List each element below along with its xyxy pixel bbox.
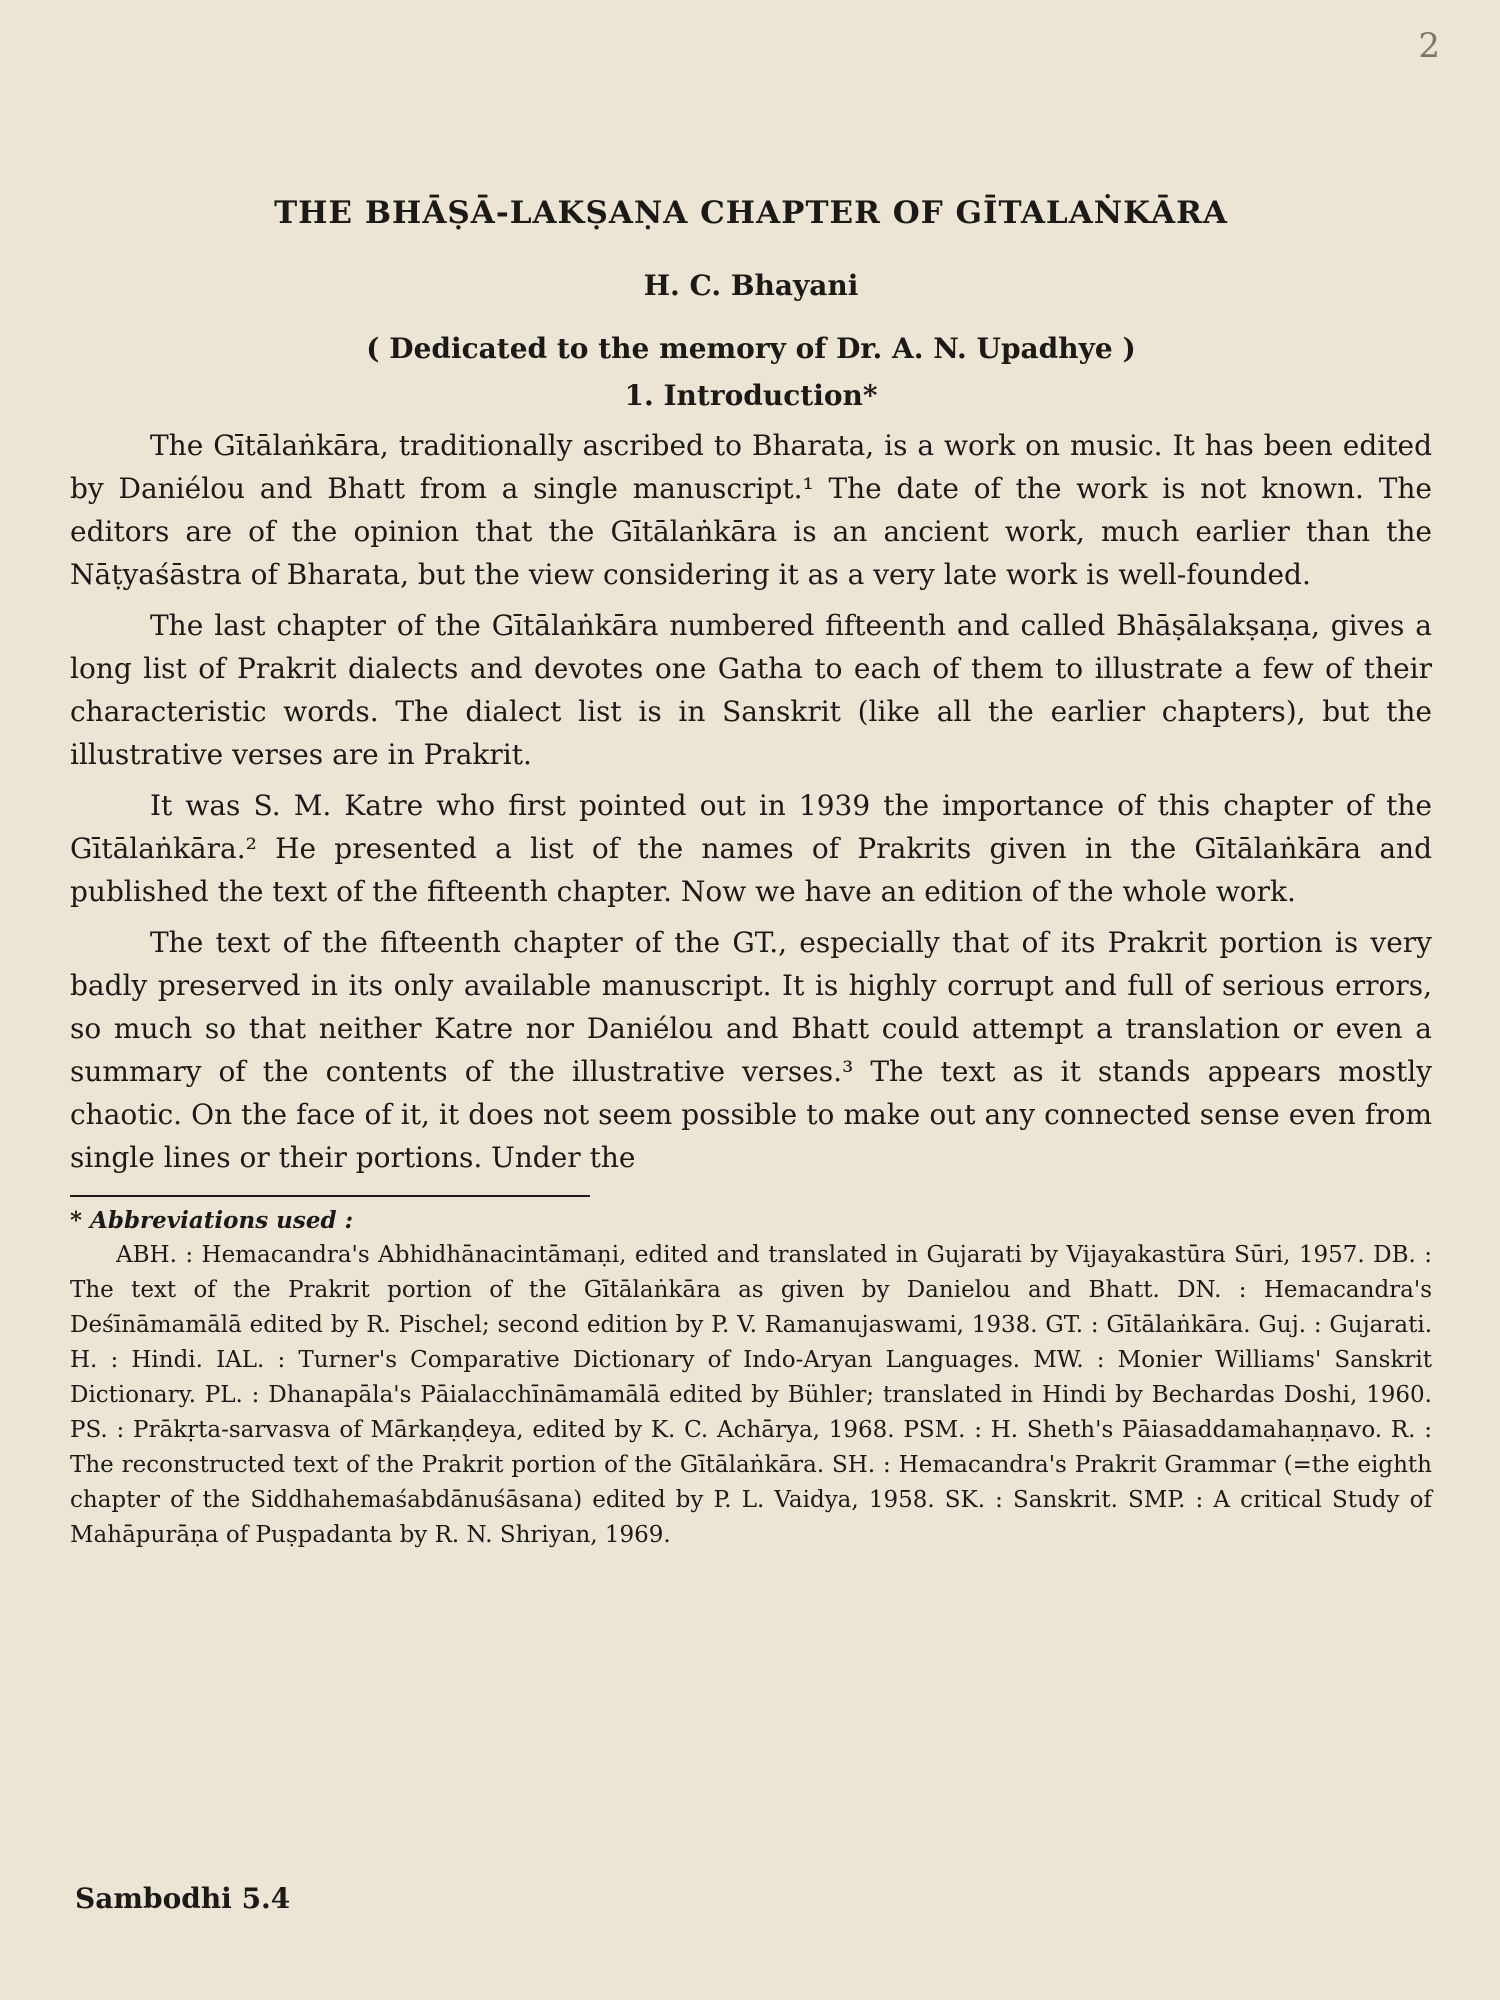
page-number: 2 [1418,26,1440,66]
body-paragraph-1: The Gītālaṅkāra, traditionally ascribed to Bharata, is a work on music. It has been edited by Daniélou and Bhatt from a single manuscript.¹ The date of the work is not known. The editors are of the opinion that the Gītālaṅkāra is an ancient work, much earlier than the Nāṭyaśāstra of Bharata, but the view considering it as a very late work is well-founded. [70,429,1432,591]
body-paragraph-4: The text of the fifteenth chapter of the GT., especially that of its Prakrit portion is very badly preserved in its only available manuscript. It is highly corrupt and full of serious errors, so much so that neither Katre nor Daniélou and Bhatt could attempt a translation or even a summary of the contents of the illustrative verses.³ The text as it stands appears mostly chaotic. On the face of it, it does not seem possible to make out any connected sense even from single lines or their portions. Under the [70,926,1432,1174]
author-name: H. C. Bhayani [643,269,859,302]
article-title: THE BHĀṢĀ-LAKṢAṆA CHAPTER OF GĪTALAṄKĀRA [274,195,1228,231]
abbreviations-footnote: ABH. : Hemacandra's Abhidhānacintāmaṇi, edited and translated in Gujarati by Vijayakastūra Sūri, 1957. DB. : The text of the Prakrit portion of the Gītālaṅkāra as given by Danielou and Bhatt. DN. : Hemacandra's Deśīnāmamālā edited by R. Pischel; second edition by P. V. Ramanujaswami, 1938. GT. : Gītālaṅkāra. Guj. : Gujarati. H. : Hindi. IAL. : Turner's Comparative Dictionary of Indo-Aryan Languages. MW. : Monier Williams' Sanskrit Dictionary. PL. : Dhanapāla's Pāialacchīnāmamālā edited by Bühler; translated in Hindi by Bechardas Doshi, 1960. PS. : Prākṛta-sarvasva of Mārkaṇḍeya, edited by K. C. Achārya, 1968. PSM. : H. Sheth's Pāiasaddamahaṇṇavo. R. : The reconstructed text of the Prakrit portion of the Gītālaṅkāra. SH. : Hemacandra's Prakrit Grammar (=the eighth chapter of the Siddhahemaśabdānuśāsana) edited by P. L. Vaidya, 1958. SK. : Sanskrit. SMP. : A critical Study of Mahāpurāṇa of Puṣpadanta by R. N. Shriyan, 1969. [70,1242,1432,1548]
article [70,195,1432,1553]
body-paragraph-2: The last chapter of the Gītālaṅkāra numbered fifteenth and called Bhāṣālakṣaṇa, gives a long list of Prakrit dialects and devotes one Gatha to each of them to illustrate a few of their characteristic words. The dialect list is in Sanskrit (like all the earlier chapters), but the illustrative verses are in Prakrit. [70,609,1432,771]
footnote-heading: * Abbreviations used : [70,1207,354,1234]
journal-footer: Sambodhi 5.4 [75,1882,291,1915]
body-paragraph-3: It was S. M. Katre who first pointed out in 1939 the importance of this chapter of the Gītālaṅkāra.² He presented a list of the names of Prakrits given in the Gītālaṅkāra and published the text of the fifteenth chapter. Now we have an edition of the whole work. [70,789,1432,908]
dedication: ( Dedicated to the memory of Dr. A. N. Upadhye ) [366,332,1136,365]
section-heading-introduction: 1. Introduction* [624,379,878,412]
footnote-divider [70,1195,590,1197]
